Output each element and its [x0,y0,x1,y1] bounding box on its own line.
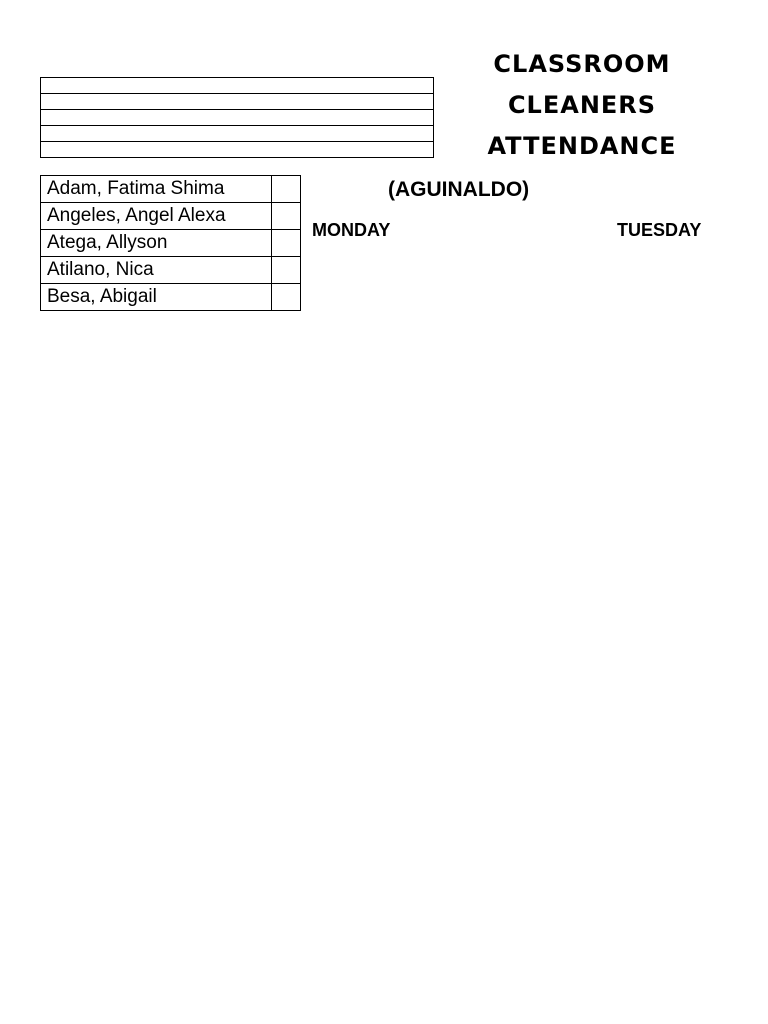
blank-row [41,78,434,94]
student-name: Adam, Fatima Shima [41,176,272,203]
table-row [41,203,301,230]
title-line-2: CLEANERS [507,91,657,119]
table-row [41,257,301,284]
student-name: Angeles, Angel Alexa [41,203,272,230]
blank-cell [41,110,434,126]
day-heading-tuesday: TUESDAY [617,220,702,240]
student-name: Atega, Allyson [41,230,272,257]
blank-cell [41,142,434,158]
attendance-check-cell[interactable] [272,257,301,284]
blank-cell [41,78,434,94]
title-line-3: ATTENDANCE [487,132,677,160]
blank-header-table [40,77,434,158]
student-attendance-table [40,175,301,311]
blank-cell [41,126,434,142]
table-row [41,284,301,311]
attendance-check-cell[interactable] [272,230,301,257]
blank-row [41,110,434,126]
page-title [462,44,702,167]
attendance-check-cell[interactable] [272,203,301,230]
blank-row [41,142,434,158]
attendance-check-cell[interactable] [272,284,301,311]
day-heading-monday: MONDAY [312,220,391,240]
student-name: Atilano, Nica [41,257,272,284]
title-line-1: CLASSROOM [493,50,671,78]
student-name: Besa, Abigail [41,284,272,311]
attendance-check-cell[interactable] [272,176,301,203]
blank-row [41,94,434,110]
table-row [41,230,301,257]
section-subtitle: (AGUINALDO) [388,178,530,201]
blank-cell [41,94,434,110]
table-row [41,176,301,203]
blank-row [41,126,434,142]
